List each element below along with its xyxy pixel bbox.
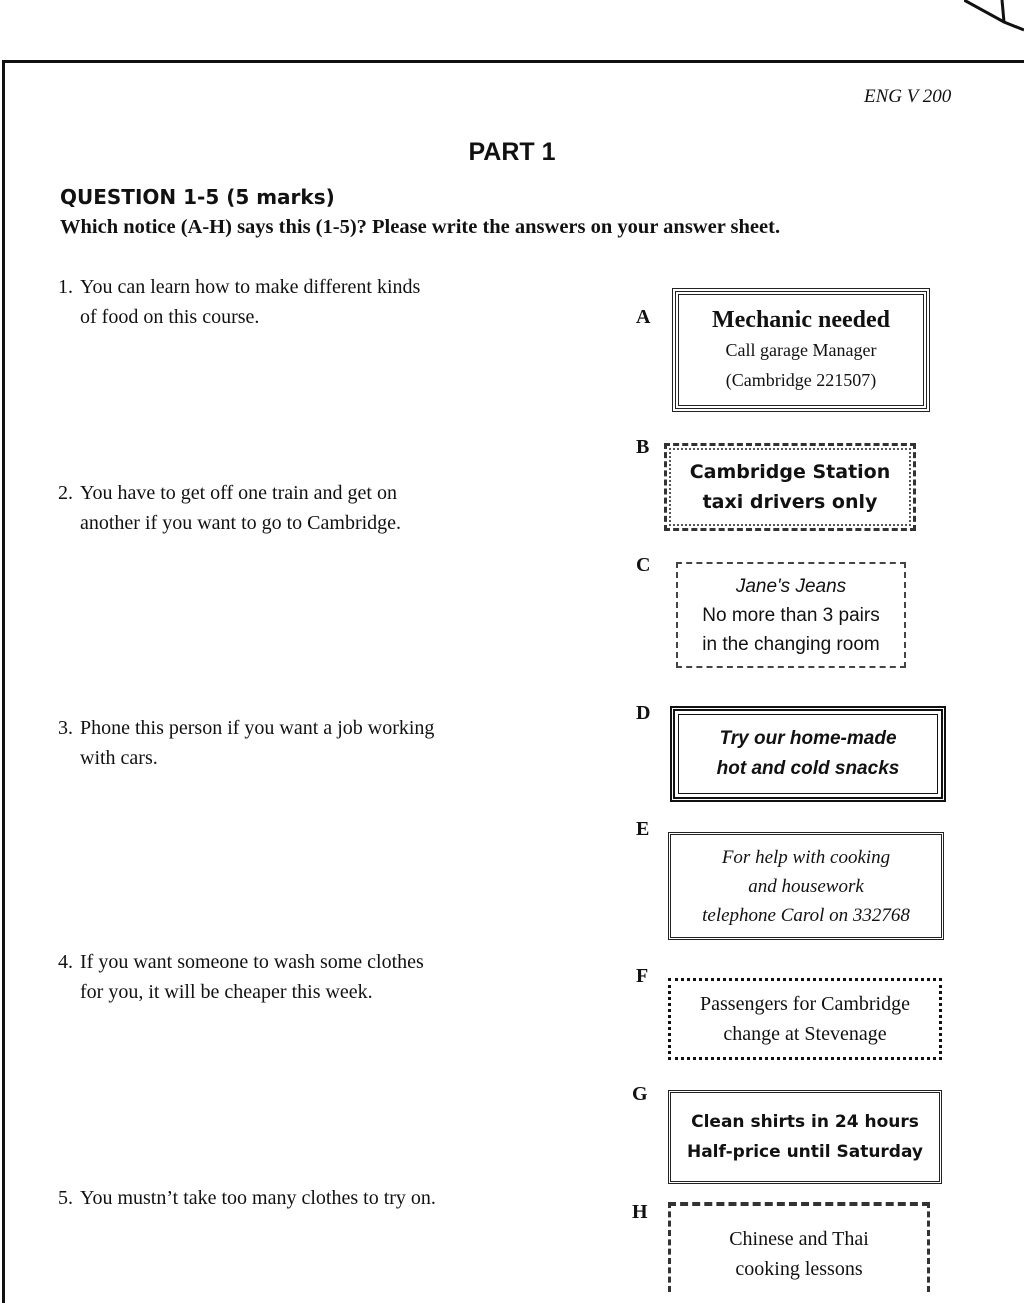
instructions: Which notice (A-H) says this (1-5)? Please write the answers on your answer sheet. — [60, 216, 781, 238]
notice-h — [668, 1202, 930, 1292]
notice-letter-d: D — [636, 702, 651, 724]
notice-line: Chinese and Thai — [729, 1228, 869, 1250]
notice-line: Mechanic needed — [712, 307, 890, 333]
notice-f — [668, 978, 942, 1060]
notice-line: and housework — [748, 875, 864, 897]
question-text: Phone this person if you want a job working — [80, 717, 435, 739]
notice-letter-b: B — [636, 436, 650, 458]
notice-e — [668, 832, 944, 940]
question-heading: QUESTION 1-5 (5 marks) — [60, 185, 335, 209]
notice-line: Call garage Manager — [725, 340, 877, 360]
question-number: 4. — [58, 951, 73, 973]
notice-line: Half-price until Saturday — [686, 1142, 924, 1162]
notice-line: Passengers for Cambridge — [700, 993, 910, 1015]
notice-line: cooking lessons — [735, 1258, 863, 1280]
question-5 — [58, 1183, 498, 1213]
question-2 — [58, 478, 498, 538]
question-number: 2. — [58, 482, 73, 504]
notice-line: Cambridge Station — [689, 461, 891, 483]
notice-d — [670, 706, 946, 802]
question-text: with cars. — [80, 747, 158, 769]
notice-letter-a: A — [636, 306, 651, 328]
notice-a — [672, 288, 930, 412]
part-title: PART 1 — [468, 138, 556, 166]
notice-line: Try our home-made — [719, 728, 897, 749]
question-text: of food on this course. — [80, 306, 260, 328]
question-text: If you want someone to wash some clothes — [80, 951, 424, 973]
notice-letter-e: E — [636, 818, 650, 840]
notice-line: hot and cold snacks — [716, 758, 900, 779]
corner-scan-mark — [964, 0, 1024, 60]
notice-c — [676, 562, 906, 668]
notice-line: change at Stevenage — [723, 1023, 887, 1045]
question-number: 5. — [58, 1187, 73, 1209]
notice-line: telephone Carol on 332768 — [702, 904, 910, 926]
notice-line: (Cambridge 221507) — [725, 370, 877, 390]
notice-letter-h: H — [632, 1201, 648, 1223]
question-text: You can learn how to make different kinds — [80, 276, 421, 298]
question-text: for you, it will be cheaper this week. — [80, 981, 373, 1003]
exam-code: ENG V 200 — [864, 86, 952, 107]
notice-line: taxi drivers only — [702, 491, 878, 513]
notice-g — [668, 1090, 942, 1184]
question-text: You have to get off one train and get on — [80, 482, 397, 504]
notice-letter-c: C — [636, 554, 651, 576]
question-text: another if you want to go to Cambridge. — [80, 512, 402, 534]
notice-line: Jane's Jeans — [735, 575, 847, 597]
question-4 — [58, 947, 498, 1007]
notice-line: Clean shirts in 24 hours — [691, 1112, 919, 1132]
notice-line: in the changing room — [702, 633, 880, 655]
notice-line: For help with cooking — [721, 846, 891, 868]
question-number: 1. — [58, 276, 73, 298]
question-number: 3. — [58, 717, 73, 739]
question-3 — [58, 713, 498, 773]
notice-line: No more than 3 pairs — [702, 604, 880, 626]
notice-letter-f: F — [636, 965, 649, 987]
notice-b — [664, 443, 916, 531]
question-1 — [58, 272, 498, 332]
question-text: You mustn’t take too many clothes to try on. — [80, 1187, 436, 1209]
notice-letter-g: G — [632, 1083, 648, 1105]
